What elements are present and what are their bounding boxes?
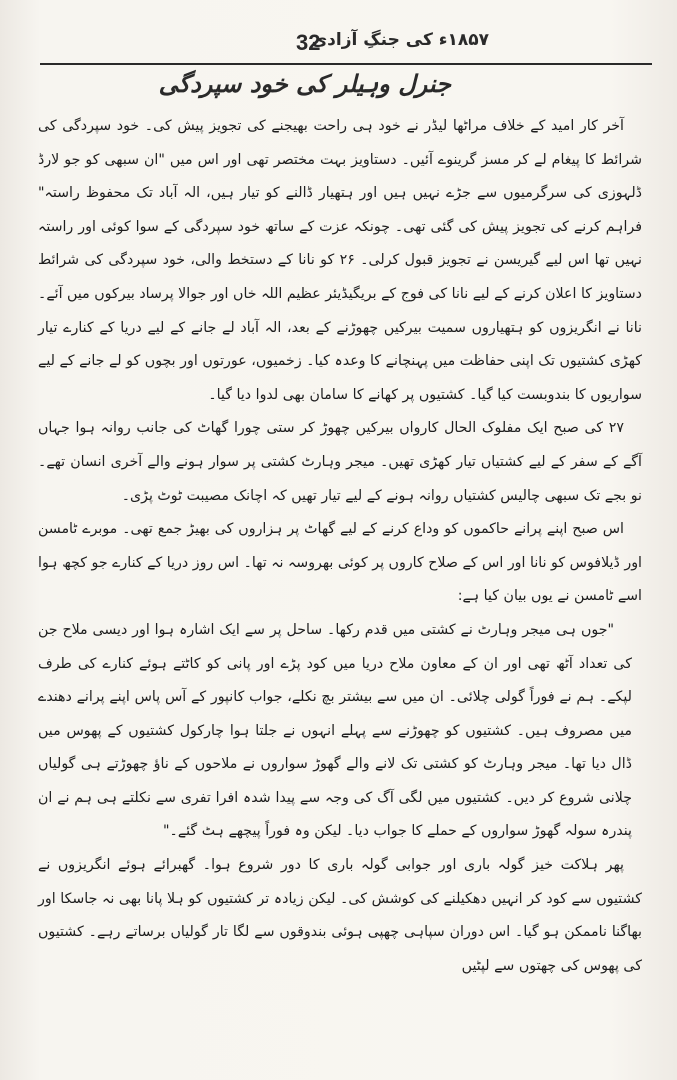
running-title: ۱۸۵۷ء کی جنگِ آزادی: [311, 30, 489, 50]
paragraph: پھر ہلاکت خیز گولہ باری اور جوابی گولہ باری کا دور شروع ہوا۔ گھبرائے ہوئے انگریزوں نے کشتیوں سے کود کر انہیں دھکیلنے کی کوشش کی۔ لیکن زیادہ تر کشتیوں کو ہلا پانا بھی نہ جاسکا اور بھاگنا ناممکن ہو گیا۔ اس دوران سپاہی چھپی ہوئی بندوقوں سے لگا تار گولیاں برساتے رہے۔ کشتیوں کی پھوس کی چھتوں سے لپٹیں: [38, 857, 642, 974]
body-text: [38, 110, 642, 983]
paragraph: اس صبح اپنے پرانے حاکموں کو وداع کرنے کے لیے گھاٹ پر ہزاروں کی بھیڑ جمع تھی۔ موبرے ٹامسن اور ڈیلافوس کو نانا اور اس کے صلاح کاروں پر کوئی بھروسہ نہ تھا۔ اس روز دریا کے کنارے جو کچھ ہوا اسے ٹامسن نے یوں بیان کیا ہے:: [38, 521, 642, 605]
quoted-paragraph: "جوں ہی میجر وہارٹ نے کشتی میں قدم رکھا۔ ساحل پر سے ایک اشارہ ہوا اور دیسی ملاح جن کی تعداد آٹھ تھی اور ان کے معاون ملاح دریا میں کود پڑے اور پانی کو کاٹتے ہوئے کنارے کی طرف لپکے۔ ہم نے فوراً گولی چلائی۔ ان میں سے بیشتر بچ نکلے، جواب کانپور کے آس پاس اپنے پرانے دھندے میں مصروف ہیں۔ کشتیوں کو چھوڑنے سے پہلے انہوں نے جلتا ہوا چارکول کشتیوں کے پھوس میں ڈال دیا تھا۔ میجر وہارٹ کو کشتی تک لانے والے گھوڑ سواروں نے ملاحوں کے ناؤ چھوڑتے ہی گولیاں چلانی شروع کر دیں۔ کشتیوں میں لگی آگ کی وجہ سے پیدا شدہ افرا تفری سے نکلتے ہی ہم نے ان پندرہ سولہ گھوڑ سواروں کے حملے کا جواب دیا۔ لیکن وہ فوراً پیچھے ہٹ گئے۔": [38, 621, 632, 840]
header-rule: [40, 63, 652, 65]
chapter-title: جنرل وہیلر کی خود سپردگی: [158, 70, 451, 98]
paragraph: ۲۷ کی صبح ایک مفلوک الحال کارواں بیرکیں چھوڑ کر ستی چورا گھاٹ کی جانب روانہ ہوا جہاں آگے کے سفر کے لیے کشتیاں تیار کھڑی تھیں۔ میجر وہارٹ کشتی پر سوار ہونے والے آخری انسان تھے۔ نو بجے تک سبھی چالیس کشتیاں روانہ ہونے کے لیے تیار تھیں کہ اچانک مصیبت ٹوٹ پڑی۔: [38, 420, 642, 504]
paragraph: آخر کار امید کے خلاف مراٹھا لیڈر نے خود ہی راحت بھیجنے کی تجویز پیش کی۔ خود سپردگی کی شرائط کا پیغام لے کر مسز گرینوے آئیں۔ دستاویز بہت مختصر تھی اور اس میں "ان سبھی کو جو لارڈ ڈلہوزی کی سرگرمیوں سے جڑے نہیں ہیں اور ہتھیار ڈالنے کو تیار ہیں، الہ آباد تک محفوظ راستہ" فراہم کرنے کی تجویز پیش کی گئی تھی۔ چونکہ عزت کے ساتھ خود سپردگی کے سوا کوئی اور راستہ نہیں تھا اس لیے گیریسن نے تجویز قبول کرلی۔ ۲۶ کو نانا کے دستخط والی، خود سپردگی کی شرائط دستاویز کا اعلان کرنے کے لیے نانا کی فوج کے بریگیڈیئر عظیم اللہ خاں اور جوالا پرساد بیرکوں میں آئے۔ نانا نے انگریزوں کو ہتھیاروں سمیت بیرکیں چھوڑنے کے بعد، الہ آباد لے جانے کے لیے دریا کے کنارے تیار کھڑی کشتیوں تک اپنی حفاظت میں پہنچانے کا وعدہ کیا۔ زخمیوں، عورتوں اور بچوں کو لے جانے کے لیے سواریوں کا بندوبست کیا گیا۔ کشتیوں پر کھانے کا سامان بھی لدوا دیا گیا۔: [38, 118, 642, 403]
page-number: 32: [296, 30, 321, 55]
